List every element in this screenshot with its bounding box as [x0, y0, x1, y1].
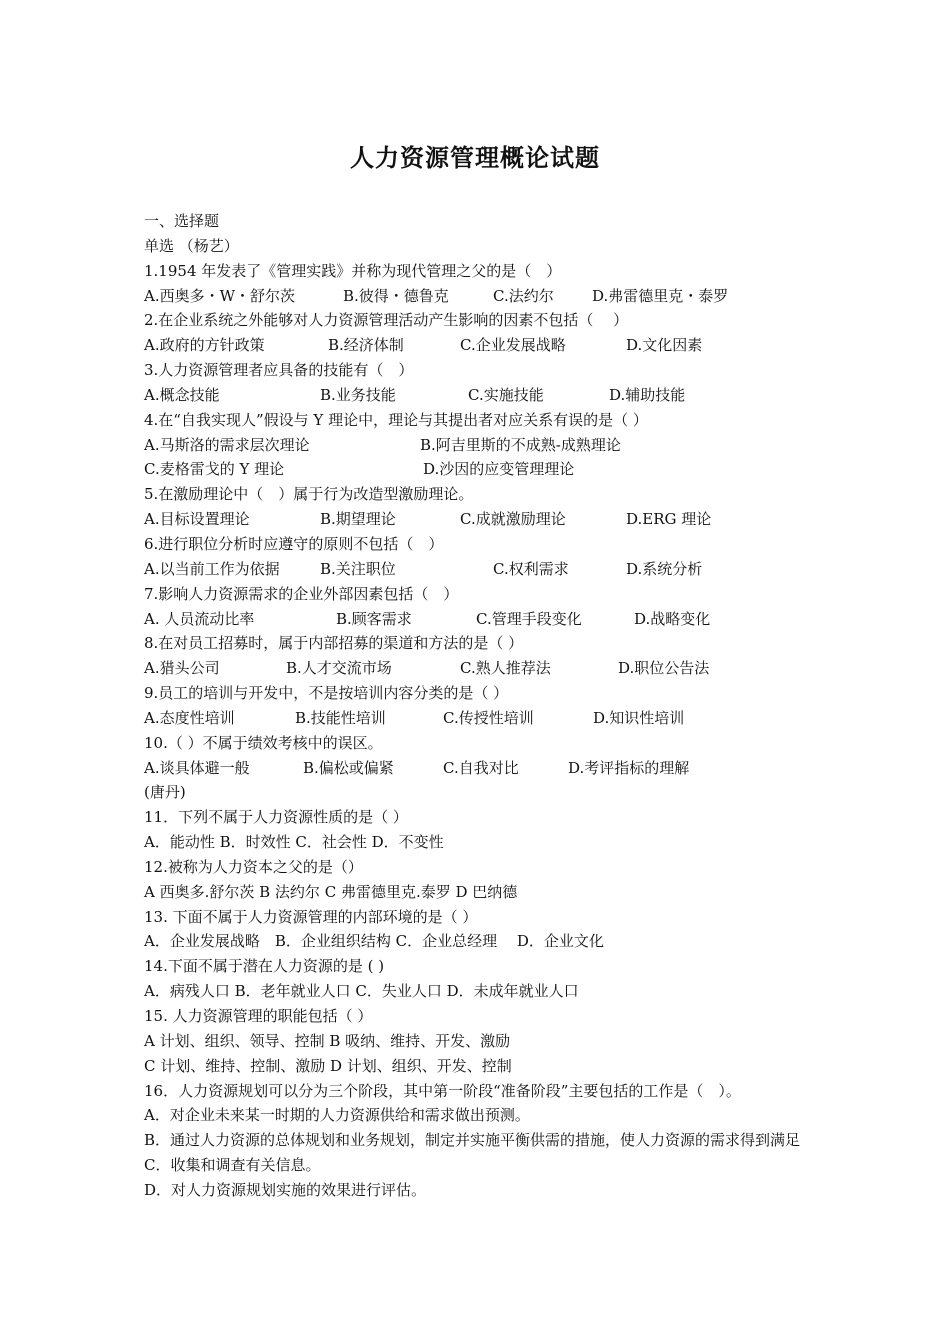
option-a: A.目标设置理论 [144, 510, 250, 529]
option-d: D.ERG 理论 [626, 510, 712, 529]
option-a: A.猎头公司 [144, 659, 220, 678]
question-15-options-ab: A 计划、组织、领导、控制 B 吸纳、维持、开发、激励 [144, 1031, 511, 1050]
subsection-heading: 单选 （杨艺） [144, 236, 239, 255]
option-a: A.西奥多・W・舒尔茨 [144, 286, 296, 305]
question-8-options [144, 656, 814, 681]
question-2-options [144, 333, 814, 358]
option-b: B.关注职位 [320, 559, 396, 578]
option-c: C.法约尔 [493, 286, 554, 305]
question-15: 15. 人力资源管理的职能包括（ ） [144, 1007, 373, 1025]
option-c: C.熟人推荐法 [460, 659, 551, 678]
page-title: 人力资源管理概论试题 [350, 144, 600, 172]
question-14-options: A．病残人口 B．老年就业人口 C．失业人口 D．未成年就业人口 [144, 982, 579, 1001]
question-15-options-cd: C 计划、维持、控制、激励 D 计划、组织、开发、控制 [144, 1056, 512, 1075]
question-16-option-a: A．对企业未来某一时期的人力资源供给和需求做出预测。 [144, 1106, 530, 1125]
option-b: B.偏松或偏紧 [303, 758, 394, 777]
question-2: 2.在企业系统之外能够对人力资源管理活动产生影响的因素不包括（ ） [144, 311, 629, 330]
question-4-options-ab [144, 433, 814, 458]
question-12: 12.被称为人力资本之父的是（） [144, 857, 363, 876]
option-b: B.阿吉里斯的不成熟-成熟理论 [420, 435, 621, 454]
question-3: 3.人力资源管理者应具备的技能有（ ） [144, 361, 414, 380]
option-c: C.企业发展战略 [460, 336, 566, 355]
author-label: (唐丹) [144, 783, 186, 802]
section-heading: 一、选择题 [144, 212, 220, 230]
question-10-options [144, 756, 814, 781]
question-1: 1.1954 年发表了《管理实践》并称为现代管理之父的是（ ） [144, 261, 562, 280]
question-5-options [144, 507, 814, 532]
question-16-option-c: C．收集和调查有关信息。 [144, 1156, 321, 1175]
document-body [144, 209, 814, 1203]
question-10: 10.（ ）不属于绩效考核中的误区。 [144, 733, 383, 752]
option-d: D.系统分析 [626, 559, 703, 578]
question-16-option-b: B．通过人力资源的总体规划和业务规划，制定并实施平衡供需的措施，使人力资源的需求得到满足 [144, 1131, 801, 1150]
question-16: 16．人力资源规划可以分为三个阶段，其中第一阶段“准备阶段”主要包括的工作是（ ）。 [144, 1081, 741, 1100]
option-a: A. 人员流动比率 [144, 609, 255, 628]
option-c: C.权利需求 [493, 559, 569, 578]
option-d: D.沙因的应变管理理论 [423, 460, 575, 479]
option-c: C.成就激励理论 [460, 510, 566, 529]
option-d: D.知识性培训 [593, 708, 685, 727]
option-a: A.谈具体避一般 [144, 758, 250, 777]
option-b: B.彼得・德鲁克 [343, 286, 449, 305]
option-a: A.马斯洛的需求层次理论 [144, 435, 310, 454]
question-1-options [144, 284, 814, 309]
question-9: 9.员工的培训与开发中，不是按培训内容分类的是（ ） [144, 684, 509, 703]
question-13-options: A．企业发展战略 B．企业组织结构 C．企业总经理 D．企业文化 [144, 932, 604, 951]
option-b: B.期望理论 [320, 510, 396, 529]
question-11: 11．下列不属于人力资源性质的是（ ） [144, 808, 408, 827]
option-b: B.顾客需求 [336, 609, 412, 628]
option-a: A.以当前工作为依据 [144, 559, 280, 578]
option-d: D.辅助技能 [609, 385, 686, 404]
question-4: 4.在“自我实现人”假设与 Y 理论中，理论与其提出者对应关系有误的是（ ） [144, 410, 648, 429]
option-a: A.政府的方针政策 [144, 336, 265, 355]
question-7: 7.影响人力资源需求的企业外部因素包括（ ） [144, 584, 459, 603]
option-d: D.文化因素 [626, 336, 703, 355]
option-d: D.考评指标的理解 [568, 758, 690, 777]
option-c: C.麦格雷戈的 Y 理论 [144, 460, 285, 479]
question-6: 6.进行职位分析时应遵守的原则不包括（ ） [144, 534, 444, 553]
option-b: B.业务技能 [320, 385, 396, 404]
question-16-option-d: D．对人力资源规划实施的效果进行评估。 [144, 1180, 427, 1199]
question-12-options: A 西奥多.舒尔茨 B 法约尔 C 弗雷德里克.泰罗 D 巴纳德 [144, 882, 518, 901]
question-4-options-cd [144, 457, 814, 482]
question-5: 5.在激励理论中（ ）属于行为改造型激励理论。 [144, 485, 474, 504]
question-11-options: A．能动性 B．时效性 C．社会性 D．不变性 [144, 833, 444, 852]
option-a: A.概念技能 [144, 385, 220, 404]
question-7-options [144, 607, 814, 632]
option-b: B.经济体制 [328, 336, 404, 355]
question-13: 13. 下面不属于人力资源管理的内部环境的是（ ） [144, 907, 478, 926]
option-c: C.自我对比 [443, 758, 519, 777]
option-b: B.人才交流市场 [286, 659, 392, 678]
option-c: C.管理手段变化 [476, 609, 582, 628]
option-d: D.职位公告法 [618, 659, 710, 678]
question-9-options [144, 706, 814, 731]
question-14: 14.下面不属于潜在人力资源的是 ( ) [144, 957, 385, 976]
option-b: B.技能性培训 [295, 708, 386, 727]
option-a: A.态度性培训 [144, 708, 235, 727]
option-c: C.传授性培训 [443, 708, 534, 727]
option-c: C.实施技能 [468, 385, 544, 404]
question-3-options [144, 383, 814, 408]
question-8: 8.在对员工招募时，属于内部招募的渠道和方法的是（ ） [144, 634, 524, 653]
option-d: D.战略变化 [634, 609, 711, 628]
question-6-options [144, 557, 814, 582]
option-d: D.弗雷德里克・泰罗 [592, 286, 729, 305]
